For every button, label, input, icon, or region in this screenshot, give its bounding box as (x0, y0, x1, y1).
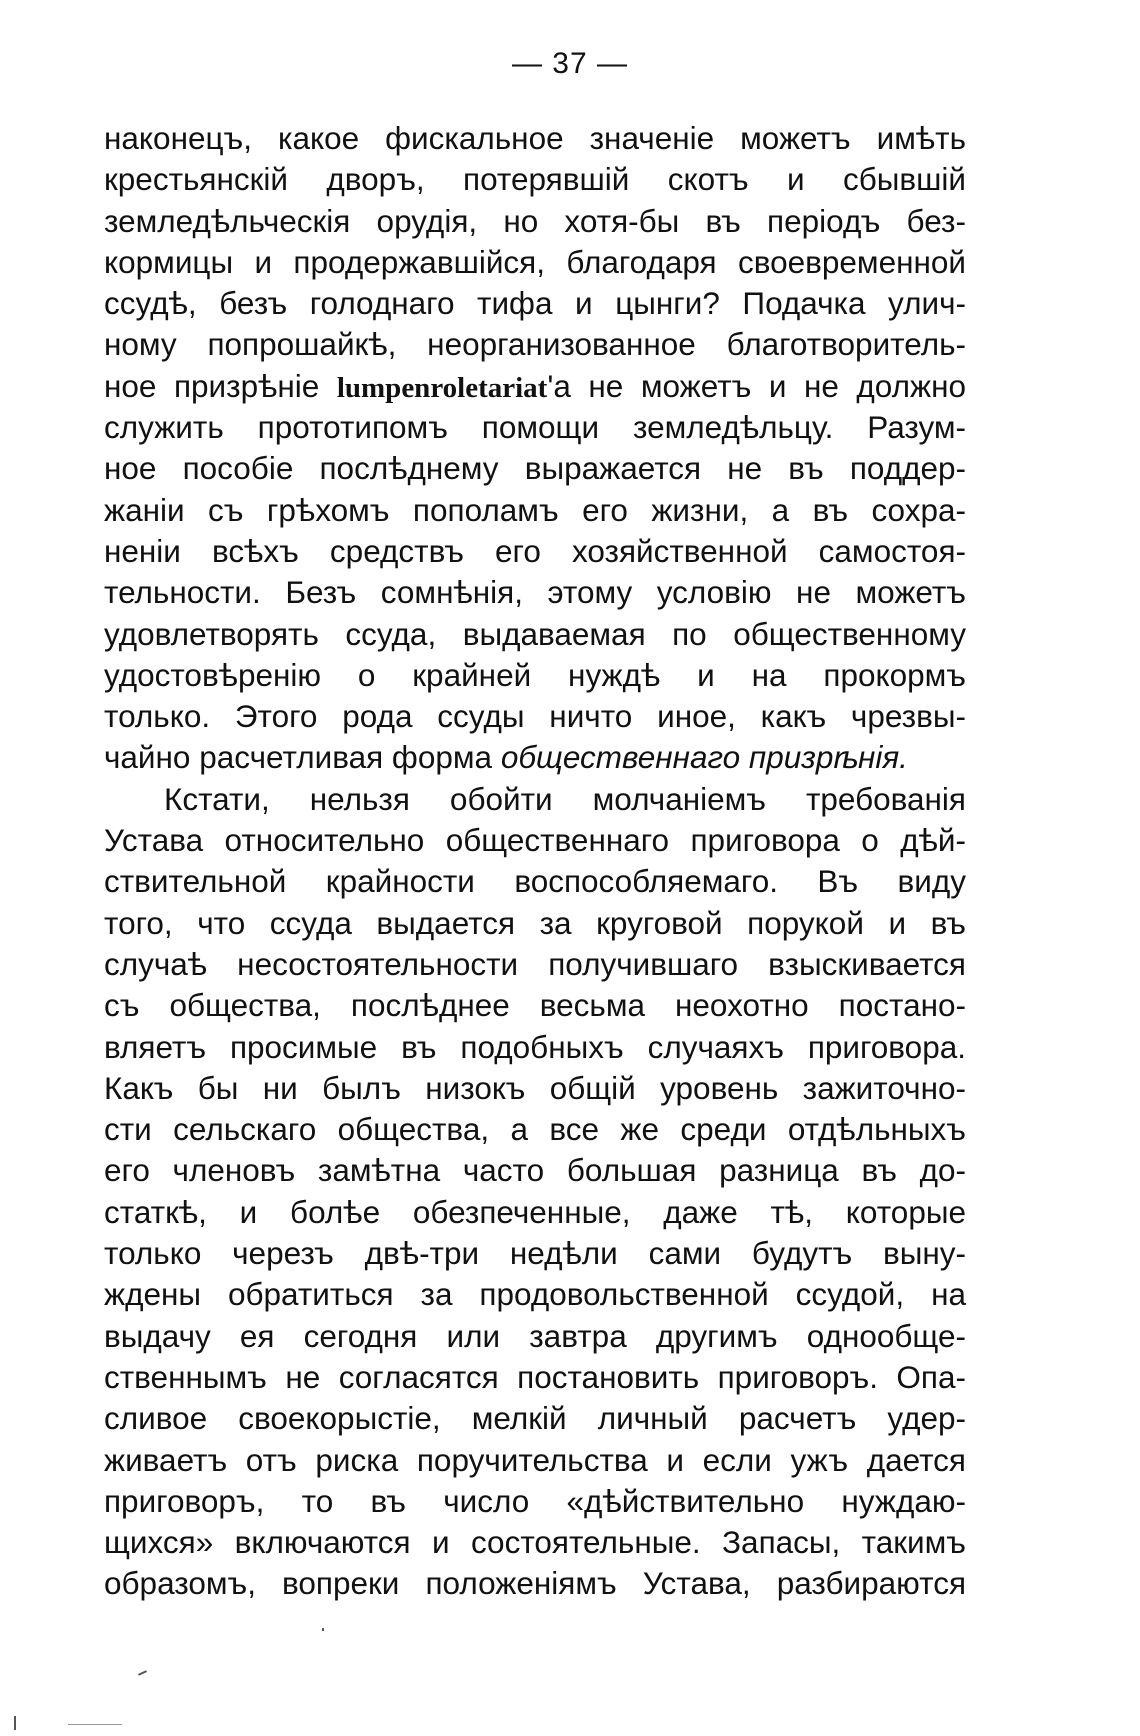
text-line: только. Этого рода ссуды ничто иное, какъ чрезвы- (104, 698, 966, 735)
text-line: ждены обратиться за продовольственной ссудой, на (104, 1276, 966, 1313)
latin-term: lumpenroletariat (336, 371, 548, 404)
text-line: только черезъ двѣ-три недѣли сами будутъ выну- (104, 1235, 966, 1272)
text-line: ственнымъ не согласятся постановить приговоръ. Опа- (104, 1358, 966, 1395)
text-line: ное пособіе послѣднему выражается не въ поддер- (104, 450, 966, 487)
text-line: съ общества, послѣднее весьма неохотно постано- (104, 987, 966, 1024)
text-line: статкѣ, и болѣе обезпеченные, даже тѣ, которые (104, 1193, 966, 1230)
text-line: образомъ, вопреки положеніямъ Устава, разбираются (104, 1565, 966, 1602)
text-line (104, 737, 966, 778)
text-line: жаніи съ грѣхомъ пополамъ его жизни, а въ сохра- (104, 491, 966, 528)
text-line: удостовѣренію о крайней нуждѣ и на прокормъ (104, 656, 966, 693)
text-line: вляетъ просимые въ подобныхъ случаяхъ приговора. (104, 1028, 966, 1065)
text-line: наконецъ, какое фискальное значеніе можетъ имѣть (104, 120, 966, 156)
text-fragment: чайно расчетливая форма (104, 739, 501, 776)
text-line (104, 366, 966, 407)
text-line: ствительной крайности воспособляемаго. Въ виду (104, 863, 966, 900)
scan-speck (14, 1716, 16, 1730)
text-line: его членовъ замѣтна часто большая разница въ до- (104, 1152, 966, 1189)
scan-speck (322, 1628, 324, 1631)
body-text (104, 118, 966, 1605)
emphasized-text: общественнаго призрѣнія. (500, 739, 908, 776)
text-line: служить прототипомъ помощи земледѣльцу. Разум- (104, 409, 966, 446)
scan-speck (138, 1670, 147, 1676)
text-line: удовлетворять ссуда, выдаваемая по общественному (104, 615, 966, 652)
text-line: приговоръ, то въ число «дѣйствительно нуждаю- (104, 1482, 966, 1519)
text-line: тельности. Безъ сомнѣнія, этому условію не можетъ (104, 574, 966, 611)
text-line: случаѣ несостоятельности получившаго взыскивается (104, 945, 966, 982)
text-line: ссудѣ, безъ голоднаго тифа и цынги? Подачка улич- (104, 285, 966, 322)
text-line: Какъ бы ни былъ низокъ общій уровень зажиточно- (104, 1069, 966, 1106)
page-number: — 37 — (511, 47, 629, 80)
text-fragment: ное призрѣніе (104, 367, 337, 404)
text-fragment: 'а не можетъ и не должно (547, 367, 966, 404)
text-line: земледѣльческія орудія, но хотя-бы въ періодъ без- (104, 202, 966, 239)
text-line: выдачу ея сегодня или завтра другимъ однообще- (104, 1317, 966, 1354)
text-line: щихся» включаются и состоятельные. Запасы, такимъ (104, 1524, 966, 1561)
text-line: сти сельскаго общества, а все же среди отдѣльныхъ (104, 1111, 966, 1148)
text-line: живаетъ отъ риска поручительства и если ужъ дается (104, 1441, 966, 1478)
text-line: того, что ссуда выдается за круговой порукой и въ (104, 904, 966, 941)
text-line: ному попрошайкѣ, неорганизованное благотворитель- (104, 326, 966, 363)
text-line: крестьянскій дворъ, потерявшій скотъ и сбывшій (104, 161, 966, 198)
text-line: Устава относительно общественнаго приговора о дѣй- (104, 822, 966, 859)
scan-speck (68, 1724, 122, 1725)
text-line: кормицы и продержавшійся, благодаря своевременной (104, 243, 966, 280)
paragraph-first-line: Кстати, нельзя обойти молчаніемъ требованія (164, 780, 966, 817)
text-line: сливое своекорыстіе, мелкій личный расчетъ удер- (104, 1400, 966, 1437)
text-line: неніи всѣхъ средствъ его хозяйственной самостоя- (104, 532, 966, 569)
